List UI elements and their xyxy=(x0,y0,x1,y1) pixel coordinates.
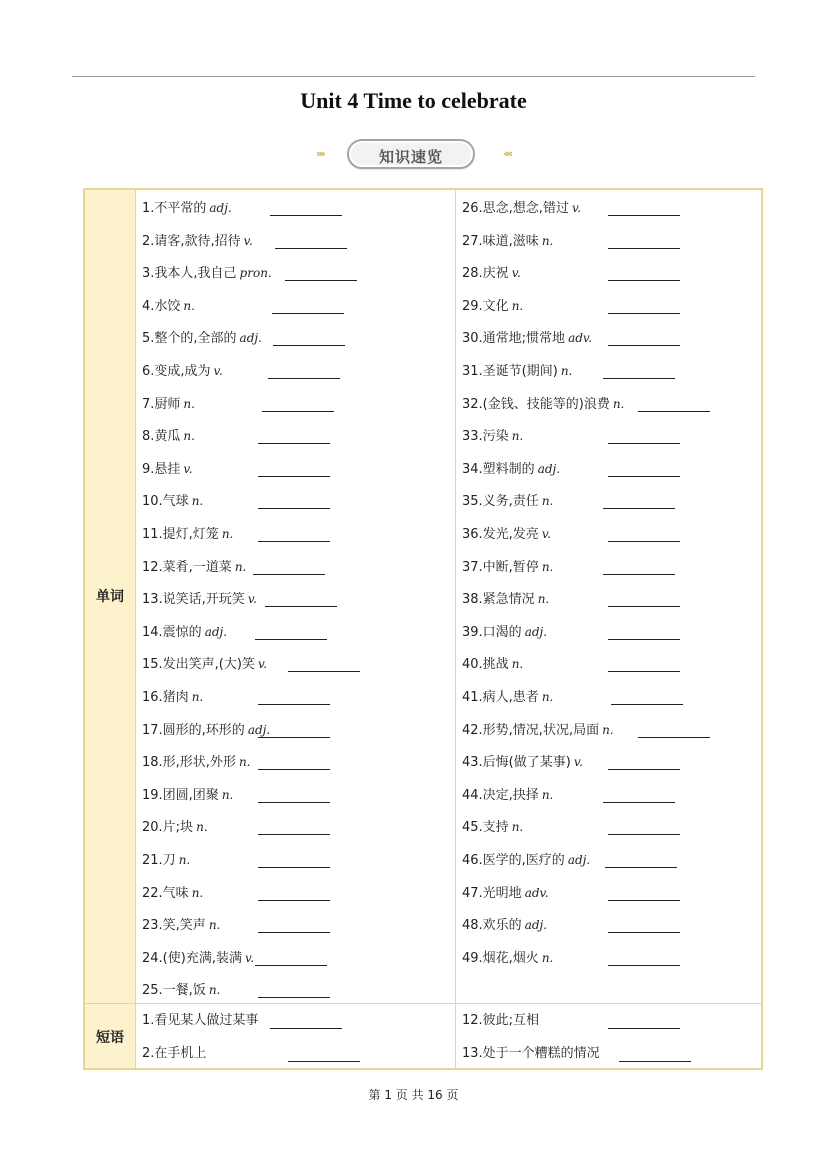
word-pos: n. xyxy=(183,298,195,313)
word-pos: n. xyxy=(221,527,234,541)
word-row xyxy=(462,262,758,284)
word-text: 36.发光,发亮 xyxy=(462,527,539,542)
section-banner xyxy=(316,139,511,173)
answer-blank[interactable] xyxy=(272,313,344,314)
word-pos: n. xyxy=(191,885,204,900)
answer-blank[interactable] xyxy=(270,215,342,216)
phrase-text: 2.在手机上 xyxy=(142,1045,207,1061)
word-pos: adj. xyxy=(567,853,591,867)
word-row xyxy=(142,360,452,382)
answer-blank[interactable] xyxy=(605,867,677,868)
word-pos: adj. xyxy=(537,461,561,476)
word-text: 10.气球 xyxy=(142,494,189,510)
word-text: 38.紧急情况 xyxy=(462,592,535,608)
word-row xyxy=(462,230,758,252)
answer-blank[interactable] xyxy=(638,737,710,738)
phrases-label: 短语 xyxy=(96,1030,124,1046)
word-pos: n. xyxy=(541,494,554,509)
word-text: 24.(使)充满,装满 xyxy=(142,950,242,966)
answer-blank[interactable] xyxy=(258,900,330,901)
word-pos: adj. xyxy=(204,624,228,639)
page-footer: 第 1 页 共 16 页 xyxy=(368,1088,459,1102)
words-label: 单词 xyxy=(96,589,124,605)
word-row xyxy=(462,719,758,741)
word-text: 23.笑,笑声 xyxy=(142,918,206,934)
word-text: 41.病人,患者 xyxy=(462,690,539,705)
answer-blank[interactable] xyxy=(608,834,680,835)
phrase-text: 12.彼此;互相 xyxy=(462,1013,540,1028)
answer-blank[interactable] xyxy=(258,737,330,738)
word-row xyxy=(142,751,452,773)
word-row xyxy=(462,849,758,871)
answer-blank[interactable] xyxy=(608,280,680,281)
word-row xyxy=(142,588,452,610)
word-pos: n. xyxy=(541,950,554,965)
banner-label: 知识速览 xyxy=(378,148,443,166)
section-divider xyxy=(85,1003,761,1004)
word-pos: v. xyxy=(213,364,223,378)
word-text: 15.发出笑声,(大)笑 xyxy=(142,657,255,673)
word-row xyxy=(142,458,452,480)
word-row xyxy=(462,588,758,610)
word-text: 5.整个的,全部的 xyxy=(142,331,237,347)
word-row xyxy=(142,882,452,904)
word-pos: n. xyxy=(221,787,234,802)
word-row xyxy=(462,425,758,447)
word-row xyxy=(462,556,758,578)
word-text: 29.文化 xyxy=(462,298,509,314)
word-pos: adv. xyxy=(568,331,593,346)
answer-blank[interactable] xyxy=(288,671,360,672)
header-rule xyxy=(72,76,755,77)
word-row xyxy=(462,751,758,773)
words-label-cell xyxy=(85,190,135,1003)
answer-blank[interactable] xyxy=(608,476,680,477)
word-pos: n. xyxy=(541,787,554,802)
answer-blank[interactable] xyxy=(608,965,680,966)
word-pos: n. xyxy=(537,592,550,607)
word-row xyxy=(142,556,452,578)
word-text: 2.请客,款待,招待 xyxy=(142,233,241,249)
word-text: 6.变成,成为 xyxy=(142,364,211,379)
word-pos: v. xyxy=(571,201,582,215)
word-row xyxy=(462,490,758,512)
answer-blank[interactable] xyxy=(258,443,330,444)
word-text: 34.塑料制的 xyxy=(462,461,535,477)
word-row xyxy=(462,816,758,838)
page-title: Unit 4 Time to celebrate xyxy=(300,88,527,113)
word-row xyxy=(142,523,452,545)
word-text: 22.气味 xyxy=(142,885,189,901)
word-text: 31.圣诞节(期间) xyxy=(462,364,558,379)
word-pos: n. xyxy=(511,820,524,835)
word-row xyxy=(142,979,452,1001)
word-text: 11.提灯,灯笼 xyxy=(142,527,219,542)
word-text: 20.片;块 xyxy=(142,820,194,836)
word-pos: n. xyxy=(602,722,614,737)
answer-blank[interactable] xyxy=(258,932,330,933)
answer-blank[interactable] xyxy=(603,574,675,575)
word-pos: n. xyxy=(511,657,524,672)
answer-blank[interactable] xyxy=(638,411,710,412)
word-text: 12.菜肴,一道菜 xyxy=(142,559,232,575)
word-pos: adj. xyxy=(524,918,548,933)
word-pos: n. xyxy=(183,396,195,411)
label-divider xyxy=(135,190,136,1068)
word-text: 46.医学的,医疗的 xyxy=(462,853,565,868)
word-row xyxy=(462,523,758,545)
answer-blank[interactable] xyxy=(273,345,345,346)
word-pos: n. xyxy=(208,918,221,933)
word-text: 13.说笑话,开玩笑 xyxy=(142,592,245,608)
word-row xyxy=(462,947,758,969)
word-row xyxy=(462,784,758,806)
word-row xyxy=(142,784,452,806)
answer-blank[interactable] xyxy=(608,313,680,314)
word-pos: n. xyxy=(511,429,524,444)
word-text: 18.形,形状,外形 xyxy=(142,755,236,771)
word-text: 30.通常地;惯常地 xyxy=(462,331,566,347)
vocab-table xyxy=(83,188,763,1070)
word-pos: n. xyxy=(238,755,251,770)
word-row xyxy=(462,621,758,643)
word-pos: v. xyxy=(243,233,253,248)
answer-blank[interactable] xyxy=(258,508,330,509)
word-pos: n. xyxy=(234,559,247,574)
answer-blank[interactable] xyxy=(258,997,330,998)
word-text: 45.支持 xyxy=(462,820,509,836)
answer-blank[interactable] xyxy=(608,215,680,216)
word-row xyxy=(462,393,758,415)
word-row xyxy=(462,914,758,936)
answer-blank[interactable] xyxy=(265,606,337,607)
answer-blank[interactable] xyxy=(258,476,330,477)
word-row xyxy=(142,327,452,349)
word-text: 44.决定,抉择 xyxy=(462,787,539,803)
word-pos: adj. xyxy=(209,201,232,215)
word-text: 47.光明地 xyxy=(462,885,522,901)
word-row xyxy=(462,327,758,349)
word-text: 17.圆形的,环形的 xyxy=(142,722,245,738)
word-pos: adj. xyxy=(239,331,262,346)
word-row xyxy=(142,425,452,447)
word-pos: n. xyxy=(191,494,204,509)
word-text: 32.(金钱、技能等的)浪费 xyxy=(462,396,610,412)
answer-blank[interactable] xyxy=(608,345,680,346)
word-text: 14.震惊的 xyxy=(142,624,202,640)
word-pos: n. xyxy=(541,690,554,704)
word-text: 8.黄瓜 xyxy=(142,429,181,445)
word-text: 4.水饺 xyxy=(142,298,181,314)
answer-blank[interactable] xyxy=(270,1028,342,1029)
phrase-row xyxy=(142,1043,452,1065)
word-row xyxy=(142,816,452,838)
word-text: 35.义务,责任 xyxy=(462,494,539,510)
word-pos: v. xyxy=(511,266,521,281)
word-row xyxy=(462,197,758,219)
word-text: 21.刀 xyxy=(142,853,176,868)
answer-blank[interactable] xyxy=(608,932,680,933)
word-pos: v. xyxy=(183,461,193,476)
word-row xyxy=(142,295,452,317)
word-pos: n. xyxy=(541,233,554,248)
word-row xyxy=(142,849,452,871)
answer-blank[interactable] xyxy=(608,639,680,640)
word-pos: adj. xyxy=(247,722,271,737)
word-pos: n. xyxy=(560,364,573,378)
answer-blank[interactable] xyxy=(285,280,357,281)
word-text: 49.烟花,烟火 xyxy=(462,950,539,966)
answer-blank[interactable] xyxy=(608,671,680,672)
word-pos: n. xyxy=(541,559,554,574)
answer-blank[interactable] xyxy=(608,443,680,444)
answer-blank[interactable] xyxy=(262,411,334,412)
word-text: 40.挑战 xyxy=(462,657,509,673)
answer-blank[interactable] xyxy=(608,541,680,542)
word-text: 42.形势,情况,状况,局面 xyxy=(462,722,600,738)
right-arrows-icon: ››› xyxy=(316,147,324,160)
phrases-label-cell xyxy=(85,1004,135,1068)
answer-blank[interactable] xyxy=(275,248,347,249)
answer-blank[interactable] xyxy=(288,1061,360,1062)
word-pos: v. xyxy=(541,527,551,541)
word-pos: n. xyxy=(208,983,221,998)
word-row xyxy=(142,230,452,252)
word-row xyxy=(142,686,452,708)
phrase-text: 13.处于一个糟糕的情况 xyxy=(462,1045,600,1061)
word-pos: v. xyxy=(573,755,583,770)
word-row xyxy=(142,947,452,969)
word-text: 37.中断,暂停 xyxy=(462,559,539,575)
word-row xyxy=(142,197,452,219)
word-row xyxy=(462,458,758,480)
answer-blank[interactable] xyxy=(608,769,680,770)
word-row xyxy=(142,914,452,936)
word-pos: adj. xyxy=(524,624,548,639)
answer-blank[interactable] xyxy=(608,248,680,249)
word-pos: v. xyxy=(247,592,257,607)
answer-blank[interactable] xyxy=(608,1028,680,1029)
left-arrows-icon: ‹‹‹ xyxy=(503,147,511,160)
word-text: 7.厨师 xyxy=(142,396,181,412)
word-row xyxy=(462,295,758,317)
word-text: 1.不平常的 xyxy=(142,201,207,216)
word-pos: n. xyxy=(183,429,195,444)
answer-blank[interactable] xyxy=(608,606,680,607)
answer-blank[interactable] xyxy=(258,541,330,542)
answer-blank[interactable] xyxy=(268,378,340,379)
answer-blank[interactable] xyxy=(603,508,675,509)
word-row xyxy=(462,653,758,675)
word-pos: n. xyxy=(196,820,208,835)
word-pos: adv. xyxy=(524,885,549,900)
word-pos: pron. xyxy=(239,266,272,281)
phrase-text: 1.看见某人做过某事 xyxy=(142,1013,259,1028)
word-pos: n. xyxy=(191,690,204,704)
answer-blank[interactable] xyxy=(258,802,330,803)
word-row xyxy=(142,621,452,643)
answer-blank[interactable] xyxy=(255,965,327,966)
word-row xyxy=(142,653,452,675)
answer-blank[interactable] xyxy=(603,378,675,379)
word-row xyxy=(142,393,452,415)
word-pos: v. xyxy=(244,950,255,965)
word-row xyxy=(142,719,452,741)
phrase-row xyxy=(462,1043,758,1065)
word-text: 28.庆祝 xyxy=(462,266,509,282)
answer-blank[interactable] xyxy=(258,704,330,705)
word-text: 39.口渴的 xyxy=(462,624,522,640)
answer-blank[interactable] xyxy=(603,802,675,803)
word-text: 27.味道,滋味 xyxy=(462,233,539,249)
word-row xyxy=(462,686,758,708)
answer-blank[interactable] xyxy=(619,1061,691,1062)
word-text: 33.污染 xyxy=(462,429,509,445)
word-row xyxy=(142,262,452,284)
answer-blank[interactable] xyxy=(255,639,327,640)
banner-pill xyxy=(347,139,475,169)
word-text: 43.后悔(做了某事) xyxy=(462,755,571,771)
word-text: 48.欢乐的 xyxy=(462,918,522,934)
word-text: 19.团圆,团聚 xyxy=(142,787,219,803)
word-row xyxy=(142,490,452,512)
phrase-row xyxy=(462,1010,758,1032)
answer-blank[interactable] xyxy=(608,900,680,901)
answer-blank[interactable] xyxy=(258,769,330,770)
column-divider xyxy=(455,190,456,1068)
word-pos: n. xyxy=(511,298,524,313)
phrase-row xyxy=(142,1010,452,1032)
answer-blank[interactable] xyxy=(253,574,325,575)
word-pos: v. xyxy=(257,657,268,672)
word-row xyxy=(462,360,758,382)
word-text: 9.悬挂 xyxy=(142,461,181,477)
word-row xyxy=(462,882,758,904)
word-text: 16.猪肉 xyxy=(142,690,189,705)
answer-blank[interactable] xyxy=(611,704,683,705)
word-text: 3.我本人,我自己 xyxy=(142,266,237,282)
answer-blank[interactable] xyxy=(258,834,330,835)
word-pos: n. xyxy=(178,853,191,867)
word-text: 26.思念,想念,错过 xyxy=(462,201,569,216)
word-pos: n. xyxy=(612,396,625,411)
answer-blank[interactable] xyxy=(258,867,330,868)
word-text: 25.一餐,饭 xyxy=(142,983,206,999)
